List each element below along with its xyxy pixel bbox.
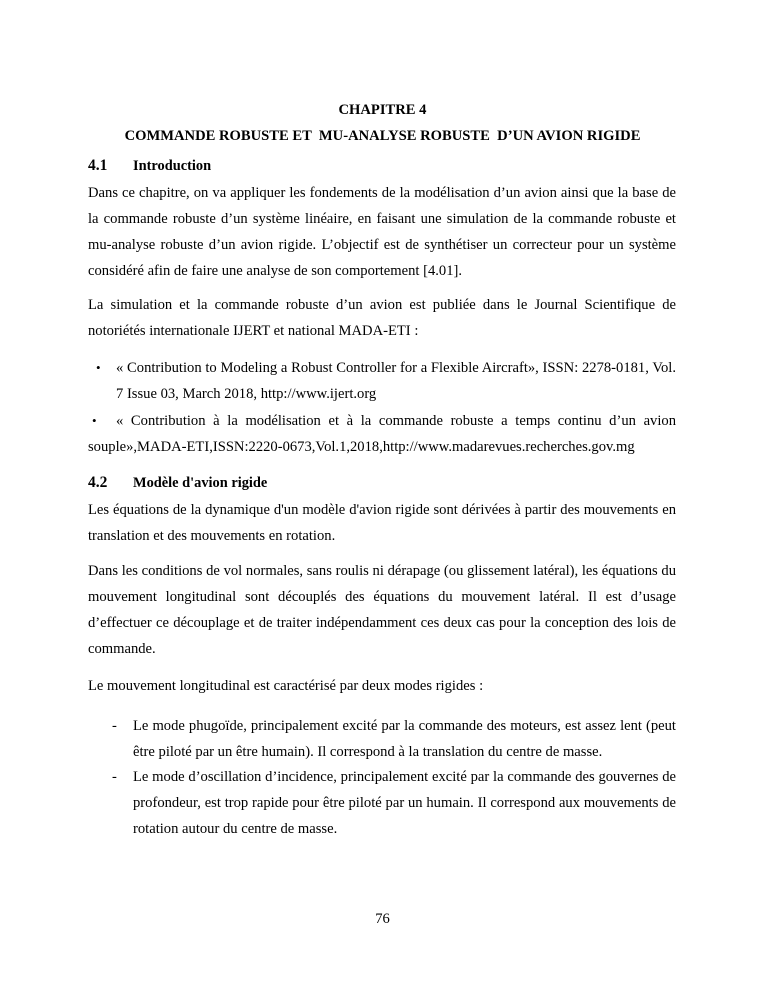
list-item-text: « Contribution à la modélisation et à la commande robuste a temps continu d’un avion souple»,MADA-ETI,ISSN:2220-0673,Vol.1,2018,http://www.madarevues.recherches.gov.mg <box>88 413 676 455</box>
section-title: Introduction <box>133 158 212 174</box>
dash-marker: - <box>112 718 117 734</box>
bullet-icon: • <box>92 413 97 428</box>
list-item-mada-eti <box>88 408 676 460</box>
section-number: 4.1 <box>88 157 108 174</box>
model-paragraph-2: Dans les conditions de vol normales, sans roulis ni dérapage (ou glissement latéral), les équations du mouvement longitudinal sont découplés des équations du mouvement latéral. Il est d’usage d’effectuer ce découplage et de traiter indépendamment ces deux cas pour la conception des lois de commande. <box>88 563 676 657</box>
list-item-ijert <box>88 355 676 407</box>
model-paragraph-1: Les équations de la dynamique d'un modèle d'avion rigide sont dérivées à partir des mouvements en translation et des mouvements en rotation. <box>88 502 676 544</box>
bullet-icon: • <box>96 360 101 375</box>
list-item-text: « Contribution to Modeling a Robust Controller for a Flexible Aircraft», ISSN: 2278-0181, Vol. 7 Issue 03, March 2018, http://www.ijert.org <box>116 360 676 402</box>
chapter-title: COMMANDE ROBUSTE ET MU-ANALYSE ROBUSTE D’UN AVION RIGIDE <box>124 128 641 144</box>
list-item-incidence <box>88 764 676 842</box>
list-item-text: Le mode phugoïde, principalement excité par la commande des moteurs, est assez lent (peut être piloté par un être humain). Il correspond à la translation du centre de masse. <box>133 718 676 760</box>
model-paragraph-3: Le mouvement longitudinal est caractérisé par deux modes rigides : <box>88 678 484 694</box>
section-heading-rigid-model <box>88 474 267 492</box>
list-item-text: Le mode d’oscillation d’incidence, principalement excité par la commande des gouvernes de profondeur, est trop rapide pour être piloté par un humain. Il correspond aux mouvements de rotation autour du centre de masse. <box>133 769 676 837</box>
section-number: 4.2 <box>88 474 108 491</box>
list-item-phugoid <box>88 713 676 765</box>
intro-paragraph-1: Dans ce chapitre, on va appliquer les fondements de la modélisation d’un avion ainsi que la base de la commande robuste d’un système linéaire, en faisant une simulation de la commande robuste et mu-analyse robuste d’un avion rigide. L’objectif est de synthétiser un correcteur pour un système considéré afin de faire une analyse de son comportement [4.01]. <box>88 185 676 279</box>
section-title: Modèle d'avion rigide <box>133 475 268 491</box>
intro-paragraph-2: La simulation et la commande robuste d’un avion est publiée dans le Journal Scientifique de notoriétés internationale IJERT et national MADA-ETI : <box>88 297 676 339</box>
page-number: 76 <box>375 911 390 927</box>
chapter-number: CHAPITRE 4 <box>338 102 427 118</box>
dash-marker: - <box>112 769 117 785</box>
section-heading-introduction <box>88 157 211 175</box>
